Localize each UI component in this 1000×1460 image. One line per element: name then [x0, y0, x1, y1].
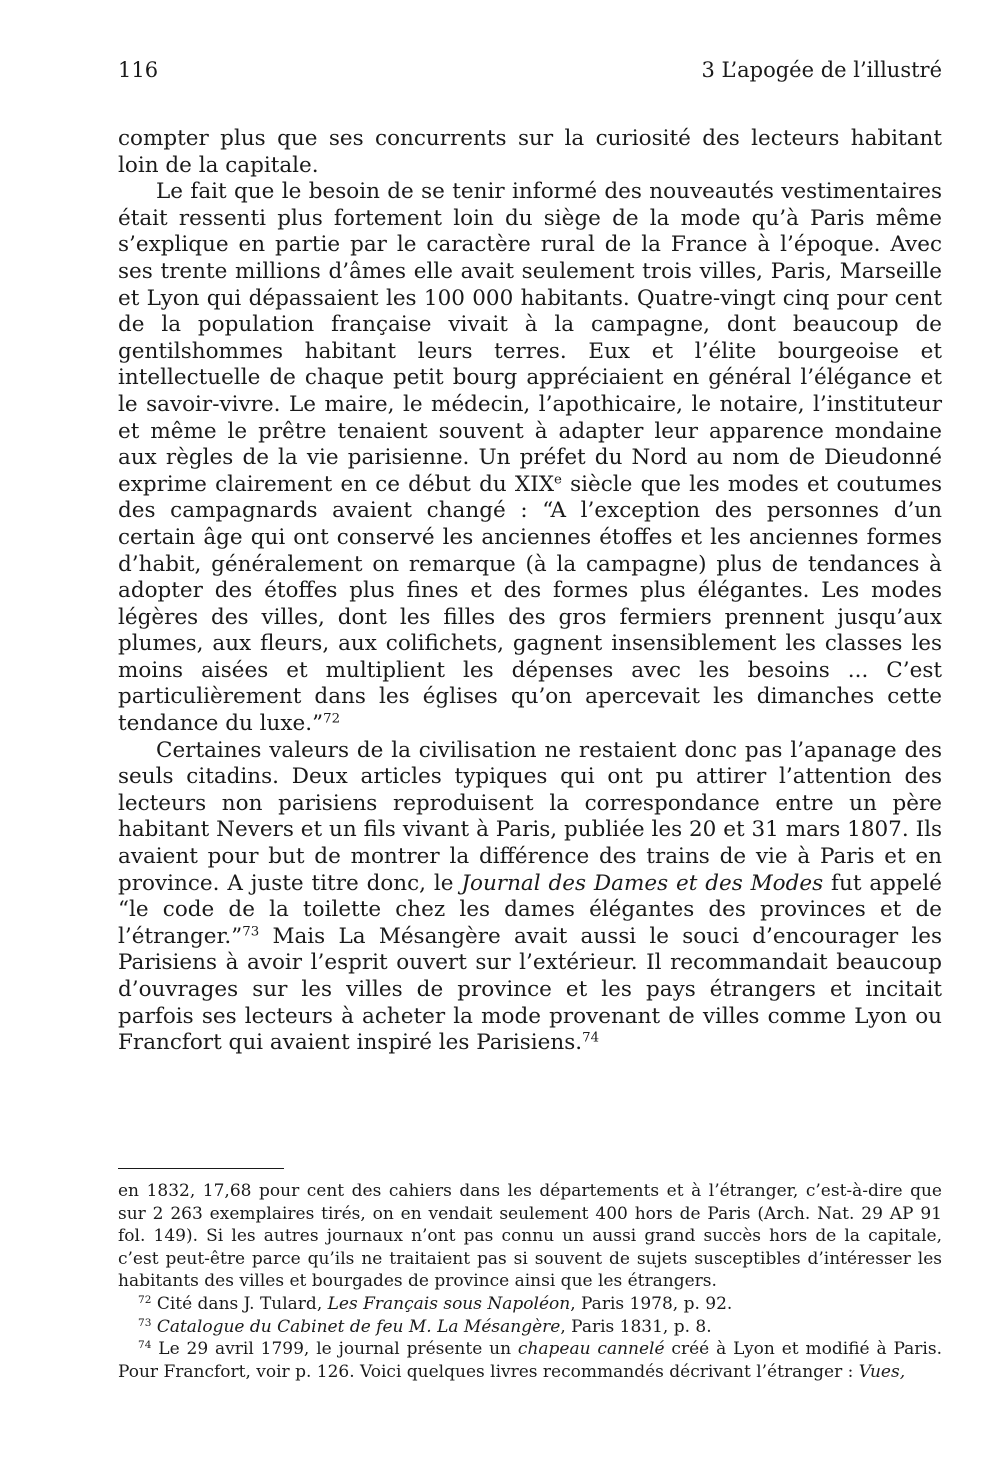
footnote-72: [118, 1293, 942, 1316]
footnote-ref-72: 72: [323, 711, 341, 727]
paragraph-text: fut appelé “le code de la toilette chez les dames élégantes des provinces et de l’étranger.”: [118, 870, 943, 949]
footnote-text: créé à Lyon et modifié à Paris. Pour Francfort, voir p. 126. Voici quelques livres recommandés décrivant l’étranger :: [118, 1339, 942, 1382]
running-title: 3 L’apogée de l’illustré: [701, 58, 942, 82]
page-number: 116: [118, 58, 159, 82]
footnote-text: , Paris 1978, p. 92.: [570, 1293, 733, 1314]
footnote-continuation: [118, 1180, 942, 1293]
footnote-text: Le 29 avril 1799, le journal présente un: [158, 1339, 518, 1360]
footnote-number: 72: [138, 1294, 152, 1307]
paragraph-rural-france: [118, 179, 942, 737]
paragraph-text: Le fait que le besoin de se tenir informé des nouveautés vestimentaires était ressenti plus fortement loin du siège de la mode qu’à Paris même s’explique en partie par le caractère rural de la France à l’époque. Avec ses trente millions d’âmes elle avait seulement trois villes, Paris, Marseille et Lyon qui dépassaient les 100 000 habitants. Quatre-vingt cinq pour cent de la population française vivait à la campagne, dont beaucoup de gentilshommes habitant leurs terres. Eux et l’élite bourgeoise et intellectuelle de chaque petit bourg appréciaient en général l’élégance et le savoir-vivre. Le maire, le médecin, l’apothicaire, le notaire, l’instituteur et même le prêtre tenaient souvent à adapter leur apparence mondaine aux règles de la vie parisienne. Un préfet du Nord au nom de Dieudonné exprime clairement en ce début du XIX: [118, 179, 942, 497]
paragraph-text: siècle que les modes et coutumes des campagnards avaient changé : “A l’exception des personnes d’un certain âge qui ont conservé les anciennes étoffes et les anciennes formes d’habit, généralement on remarque (à la campagne) plus de tendances à adopter des étoffes plus fines et des formes plus élégantes. Les modes légères des villes, dont les filles des gros fermiers prennent jusqu’aux plumes, aux fleurs, aux colifichets, gagnent insensiblement les classes les moins aisées et multiplient les dépenses avec les besoins ... C’est particulièrement dans les églises qu’on apercevait les dimanches cette tendance du luxe.”: [118, 471, 942, 737]
running-header: [118, 58, 942, 82]
footnotes: [118, 1180, 942, 1383]
paragraph-continuation: [118, 126, 942, 179]
footnote-italic: Catalogue du Cabinet de feu M. La Mésangère: [156, 1316, 561, 1337]
footnote-italic: Vues,: [858, 1361, 906, 1382]
footnote-italic: Les Français sous Napoléon: [327, 1293, 571, 1314]
footnote-ref-74: 74: [582, 1030, 600, 1046]
paragraph-text: Mais La Mésangère avait aussi le souci d’encourager les Parisiens à avoir l’esprit ouvert sur l’extérieur. Il recommandait beaucoup d’ouvrages sur les villes de province et les pays étrangers et incitait parfois ses lecteurs à acheter la mode provenant de villes comme Lyon ou Francfort qui avaient inspiré les Parisiens.: [118, 923, 942, 1056]
footnote-text: en 1832, 17,68 pour cent des cahiers dans les départements et à l’étranger, c’est-à-dire que sur 2 263 exemplaires tirés, on en vendait seulement 400 hors de Paris (Arch. Nat. 29 AP 91 fol. 149). Si les autres journaux n’ont pas connu un aussi grand succès hors de la capitale, c’est peut-être parce qu’ils ne traitaient pas si souvent de sujets susceptibles d’intéresser les habitants des villes et bourgades de province ainsi que les étrangers.: [118, 1181, 942, 1292]
journal-title: Journal des Dames et des Modes: [461, 870, 824, 896]
paragraph-text: compter plus que ses concurrents sur la curiosité des lecteurs habitant loin de la capitale.: [118, 126, 942, 178]
footnote-ref-73: 73: [242, 924, 260, 940]
footnote-text: Cité dans J. Tulard,: [156, 1293, 328, 1314]
footnote-73: [118, 1316, 942, 1339]
footnote-italic: chapeau cannelé: [517, 1339, 665, 1360]
main-text: [118, 126, 942, 1057]
century-superscript: e: [554, 472, 562, 488]
footnote-74: [118, 1338, 942, 1383]
footnote-separator: [118, 1168, 284, 1169]
footnote-text: , Paris 1831, p. 8.: [560, 1316, 712, 1337]
paragraph-text: Certaines valeurs de la civilisation ne restaient donc pas l’apanage des seuls citadins. Deux articles typiques qui ont pu attirer l’attention des lecteurs non parisiens reproduisent la correspondance entre un père habitant Nevers et un fils vivant à Paris, publiée les 20 et 31 mars 1807. Ils avaient pour but de montrer la différence des trains de vie à Paris et en province. A juste titre donc, le: [118, 737, 942, 896]
footnote-number: 74: [138, 1339, 152, 1352]
footnote-number: 73: [138, 1316, 152, 1329]
paragraph-civilisation: [118, 738, 942, 1057]
